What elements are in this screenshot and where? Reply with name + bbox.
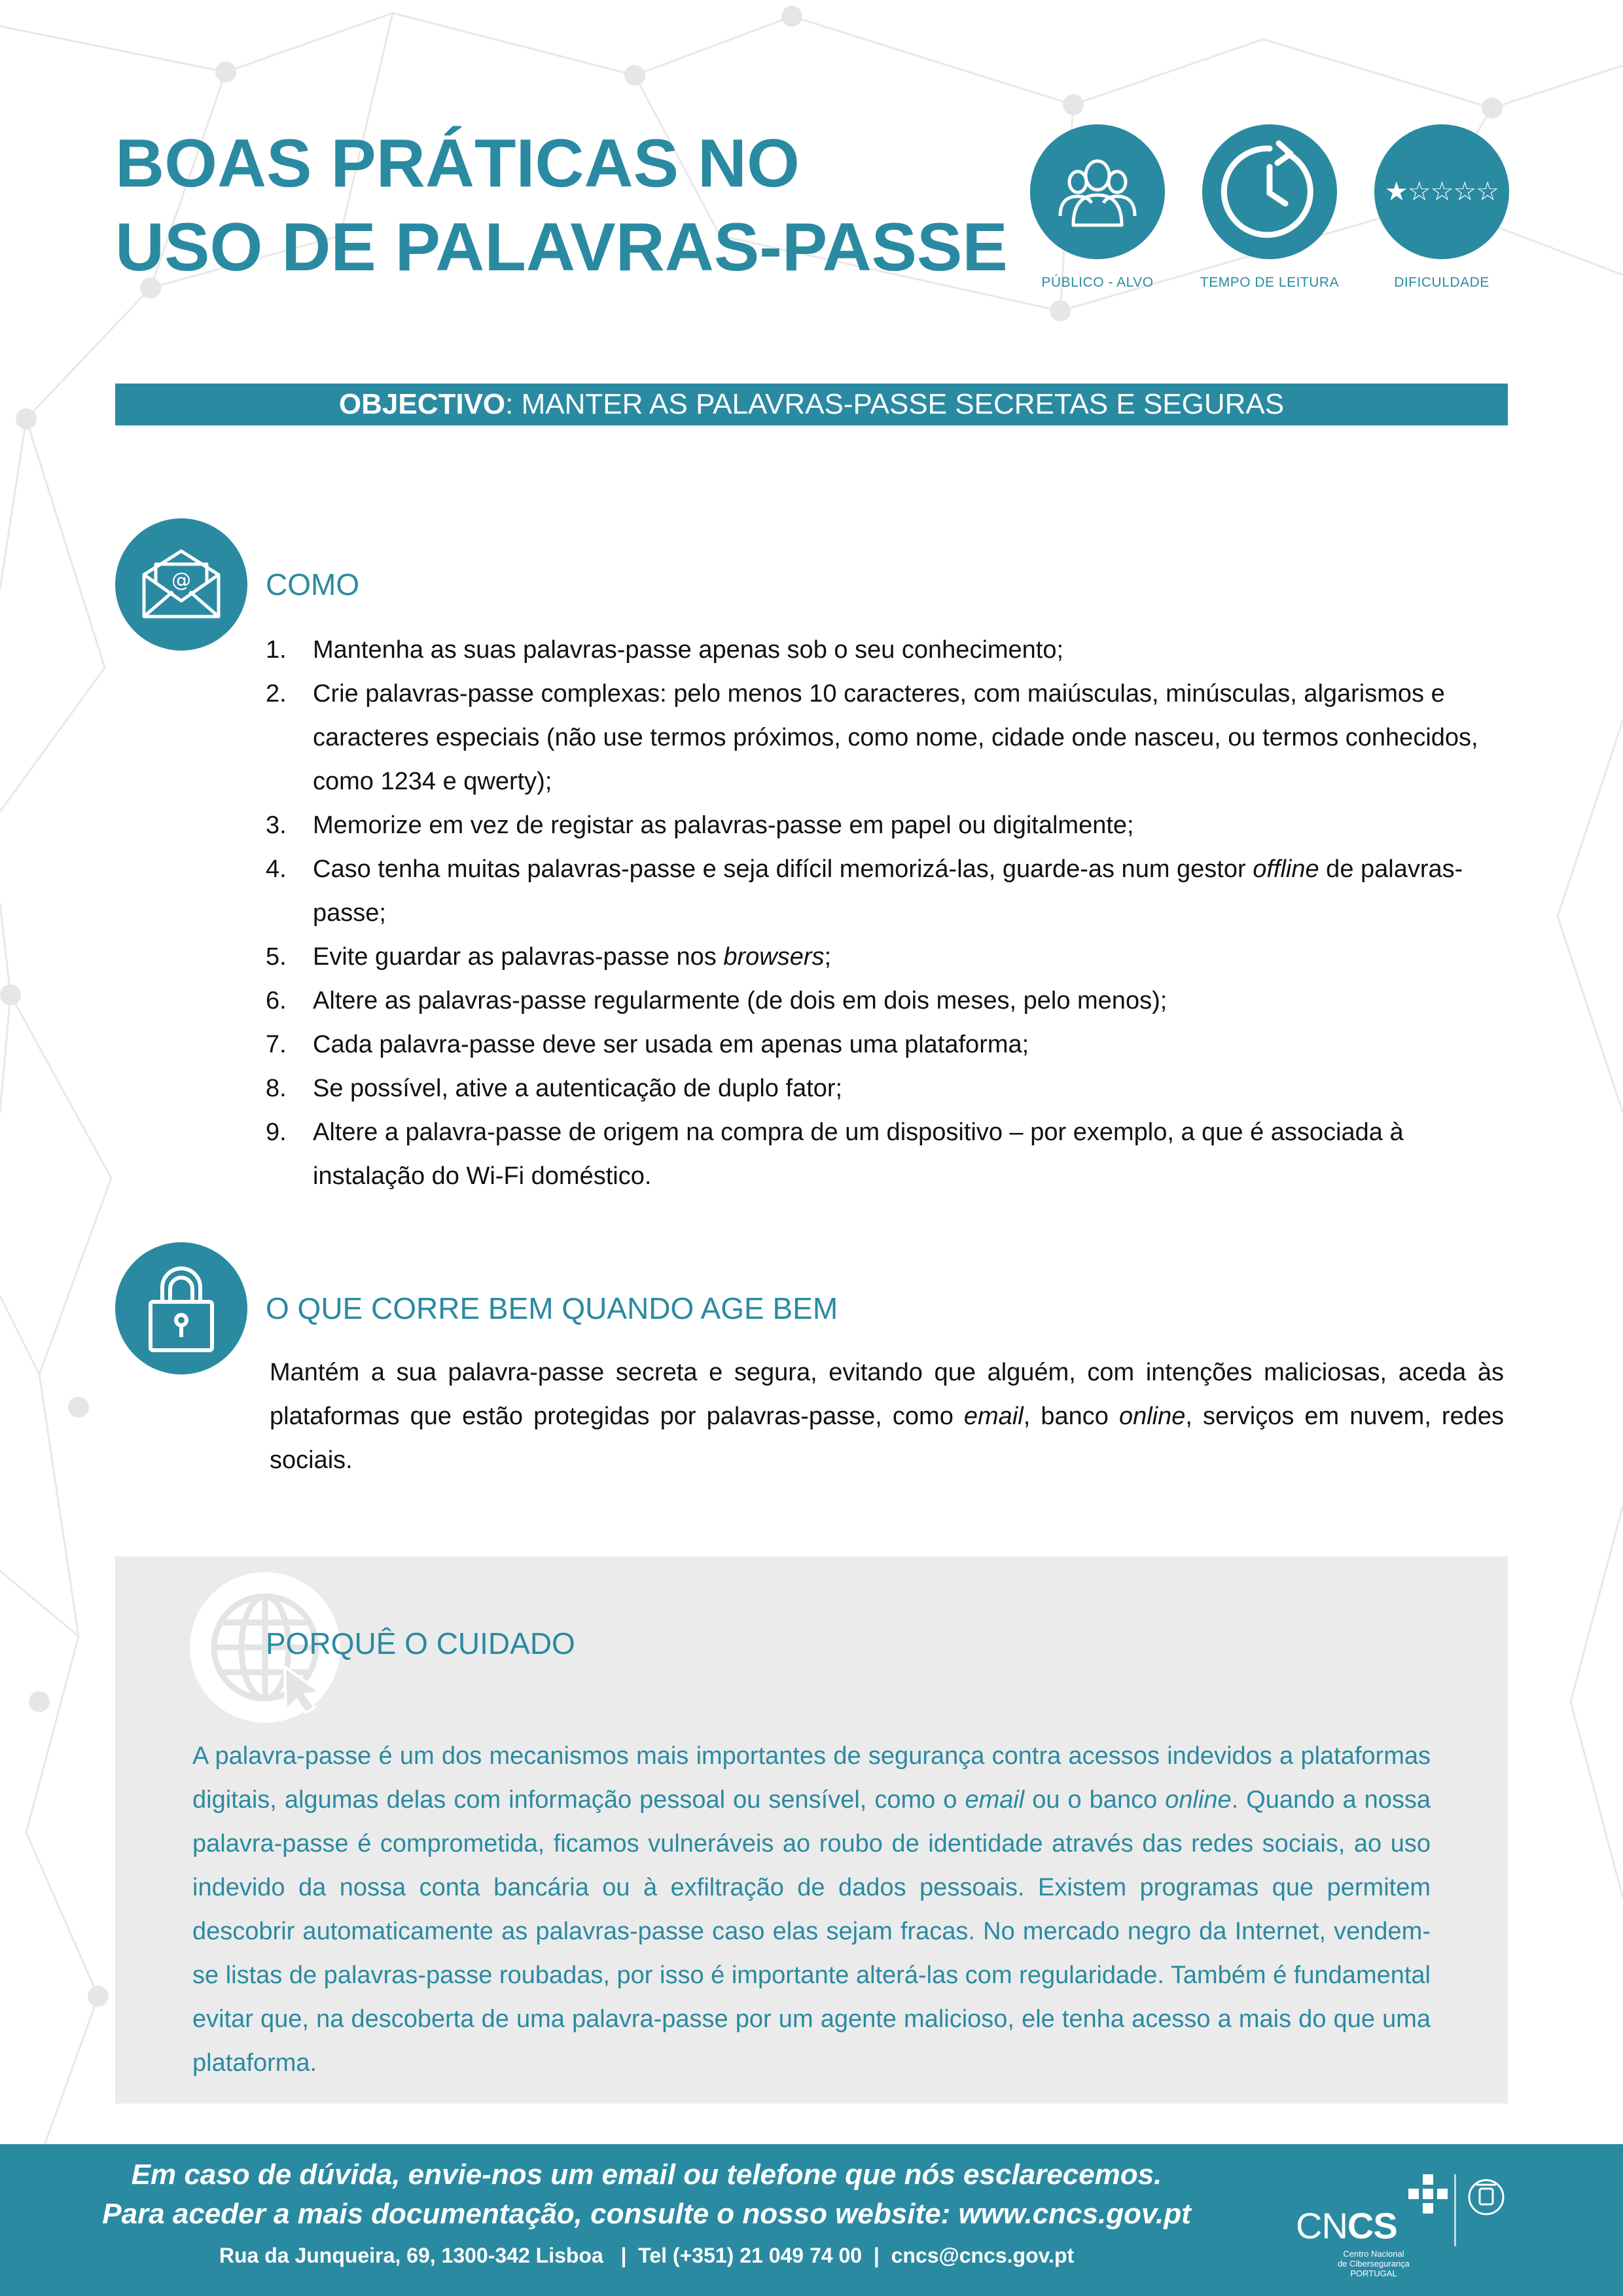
footer-address: Rua da Junqueira, 69, 1300-342 Lisboa | Tel (+351) 21 049 74 00 | cncs@cncs.gov.pt (219, 2244, 1075, 2267)
footer-line-1: Em caso de dúvida, envie-nos um email ou telefone que nós esclarecemos. (131, 2159, 1162, 2191)
clock-icon (1202, 124, 1337, 259)
list-item: 1. Mantenha as suas palavras-passe apenas sob o seu conhecimento; (266, 636, 1064, 664)
badge-dificuldade (1374, 124, 1509, 291)
difficulty-stars: ★☆☆☆☆ (1384, 177, 1499, 207)
list-item: 3. Memorize em vez de registar as palavras-passe em papel ou digitalmente; (266, 812, 1134, 839)
logo-cross-icon (1406, 2174, 1452, 2227)
logo-divider (1454, 2174, 1456, 2246)
objective-banner (115, 384, 1508, 425)
section-heading-corre-bem: O QUE CORRE BEM QUANDO AGE BEM (266, 1291, 838, 1325)
title-line-1: BOAS PRÁTICAS NO (115, 126, 800, 202)
svg-text:@: @ (171, 569, 191, 592)
logo-subtitle: Centro Nacional de Cibersegurança PORTUGAL (1338, 2249, 1410, 2278)
porque-text: A palavra-passe é um dos mecanismos mais importantes de segurança contra acessos indevidos a plataformas digitais, algumas delas com informação pessoal ou sensível, como o email ou o banco online. Quando a nossa palavra-passe é comprometida, ficamos vulneráveis ao roubo de identidade através das redes sociais, ao uso indevido da nossa conta bancária ou à exfiltração de dados pessoais. Existem programas que permitem descobrir automaticamente as palavras-passe caso elas sejam fracas. No mercado negro da Internet, vendem-se listas de palavras-passe roubadas, por isso é importante alterá-las com regularidade. Também é fundamental evitar que, na descoberta de uma palavra-passe por um agente malicioso, ele tenha acesso a mais do que uma plataforma. (192, 1742, 1431, 2077)
como-list (266, 628, 1496, 1198)
portugal-coat-of-arms-icon (1463, 2174, 1509, 2220)
corre-bem-text: Mantém a sua palavra-passe secreta e segura, evitando que alguém, com intenções maliciosas, aceda às plataformas que estão protegidas por palavras-passe, como email, banco online, serviços em nuvem, redes sociais. (270, 1359, 1504, 1474)
list-item: 6. Altere as palavras-passe regularmente (de dois em dois meses, pelo menos); (266, 987, 1168, 1014)
badge-label: TEMPO DE LEITURA (1200, 275, 1340, 290)
badge-label: PÚBLICO - ALVO (1041, 275, 1154, 290)
list-item: 5. Evite guardar as palavras-passe nos browsers; (266, 943, 832, 971)
objective-text: : MANTER AS PALAVRAS-PASSE SECRETAS E SEGURAS (505, 388, 1285, 420)
badge-label: DIFICULDADE (1394, 275, 1489, 290)
padlock-icon (115, 1242, 247, 1374)
footer (0, 2144, 1623, 2296)
list-item: 4. Caso tenha muitas palavras-passe e seja difícil memorizá-las, guarde-as num gestor offline de palavras-passe; (266, 855, 1463, 927)
list-item: 9. Altere a palavra-passe de origem na compra de um dispositivo – por exemplo, a que é associada à instalação do Wi-Fi doméstico. (266, 1119, 1404, 1190)
section-heading-como: COMO (266, 567, 360, 601)
stars-icon (1374, 124, 1509, 259)
people-icon (1030, 124, 1165, 259)
list-item: 8. Se possível, ative a autenticação de duplo fator; (266, 1075, 843, 1102)
badge-tempo-leitura (1200, 124, 1340, 291)
envelope-icon (115, 518, 247, 651)
badge-publico-alvo (1030, 124, 1165, 291)
cncs-logo (1296, 2168, 1518, 2279)
objective-label: OBJECTIVO (338, 388, 506, 420)
section-heading-porque: PORQUÊ O CUIDADO (266, 1626, 575, 1660)
footer-line-2: Para aceder a mais documentação, consulte o nosso website: www.cncs.gov.pt (102, 2198, 1191, 2230)
logo-wordmark: CNCS (1296, 2205, 1397, 2246)
list-item: 7. Cada palavra-passe deve ser usada em apenas uma plataforma; (266, 1031, 1029, 1058)
title-line-2: USO DE PALAVRAS-PASSE (115, 209, 1008, 285)
page-title (115, 122, 1008, 289)
list-item: 2. Crie palavras-passe complexas: pelo menos 10 caracteres, com maiúsculas, minúsculas, algarismos e caracteres especiais (não use termos próximos, como nome, cidade onde nasceu, ou termos conhecidos, como 1234 e qwerty); (266, 680, 1478, 795)
